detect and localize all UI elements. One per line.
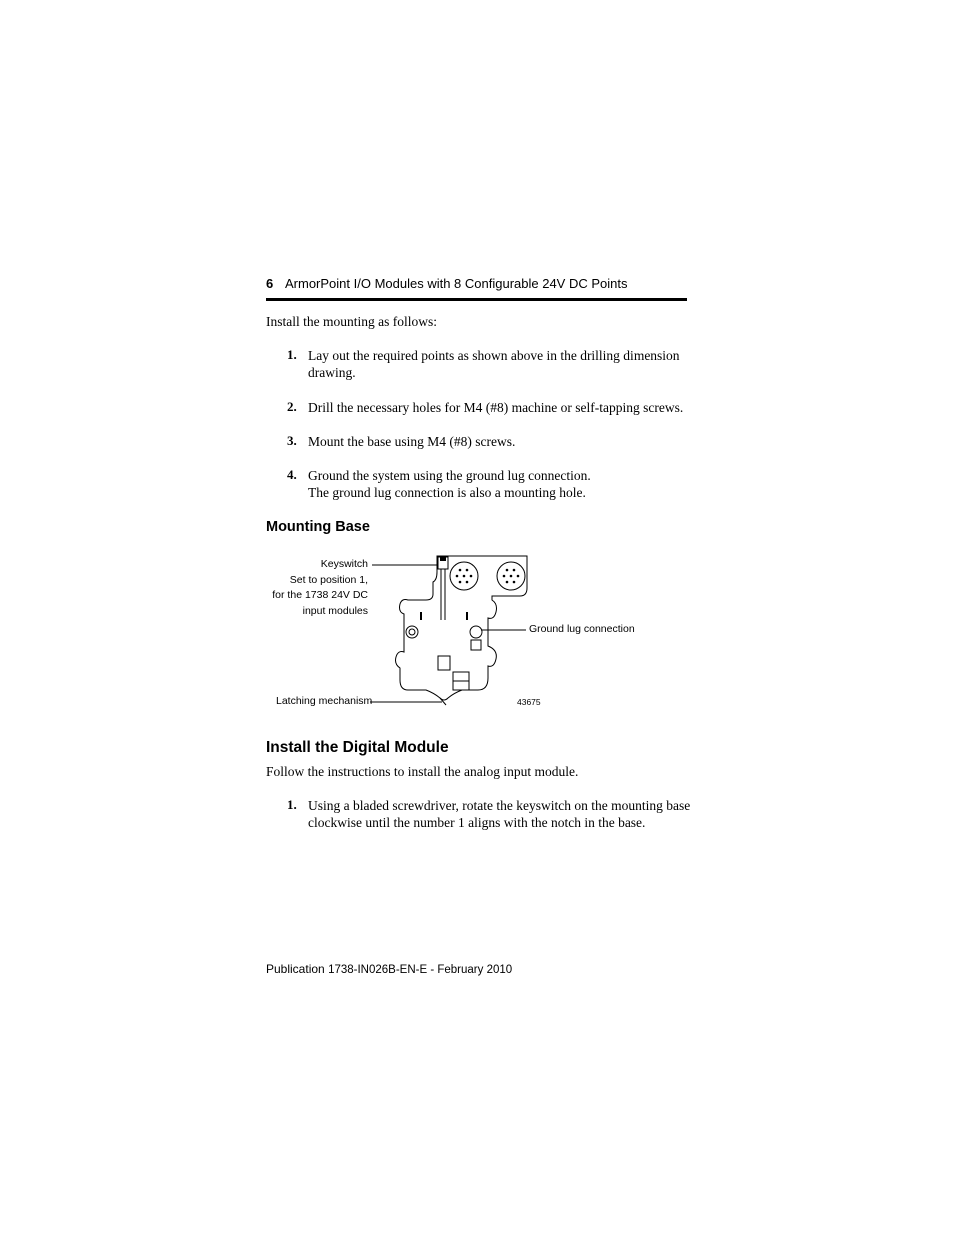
step-text: Using a bladed screwdriver, rotate the keyswitch on the mounting base clockwise until the number 1 aligns with the notch in the base.	[308, 798, 691, 830]
keyswitch-callout: Keyswitch Set to position 1, for the 1738 24V DC input modules	[272, 558, 368, 617]
mounting-base-heading: Mounting Base	[266, 519, 370, 535]
step-number: 2.	[287, 399, 297, 414]
publication-footer	[266, 962, 512, 976]
tick-mark	[466, 612, 468, 620]
step-number: 4.	[287, 467, 297, 482]
ground-symbol-icon	[471, 640, 481, 650]
intro-text: Install the mounting as follows:	[266, 314, 437, 329]
step-text: Ground the system using the ground lug connection. The ground lug connection is also a mounting hole.	[308, 468, 591, 500]
header-rule	[266, 298, 687, 301]
step-number: 1.	[287, 797, 297, 812]
install-intro-text: Follow the instructions to install the analog input module.	[266, 764, 579, 779]
tick-mark	[420, 612, 422, 620]
mounting-hole-icon	[406, 626, 418, 638]
ground-lug-callout: Ground lug connection	[529, 623, 635, 635]
ground-lug-icon	[470, 626, 482, 638]
publication-number: 1738-IN026B-EN-E - February 2010	[328, 964, 513, 976]
page-number: 6	[266, 276, 274, 291]
latch-icon	[438, 656, 450, 670]
step-text: Lay out the required points as shown above in the drilling dimension drawing.	[308, 348, 680, 380]
keyswitch-marker	[440, 557, 446, 561]
step-text: Mount the base using M4 (#8) screws.	[308, 434, 516, 449]
publication-label: Publication	[266, 962, 325, 976]
running-header-title: ArmorPoint I/O Modules with 8 Configurable 24V DC Points	[285, 276, 628, 291]
latching-callout: Latching mechanism	[276, 695, 373, 707]
figure-number: 43675	[517, 697, 541, 707]
step-number: 3.	[287, 433, 297, 448]
step-text: Drill the necessary holes for M4 (#8) machine or self-tapping screws.	[308, 400, 684, 415]
mounting-base-diagram	[340, 550, 540, 710]
install-module-heading: Install the Digital Module	[266, 739, 449, 756]
base-outline	[396, 556, 528, 700]
step-number: 1.	[287, 347, 297, 362]
